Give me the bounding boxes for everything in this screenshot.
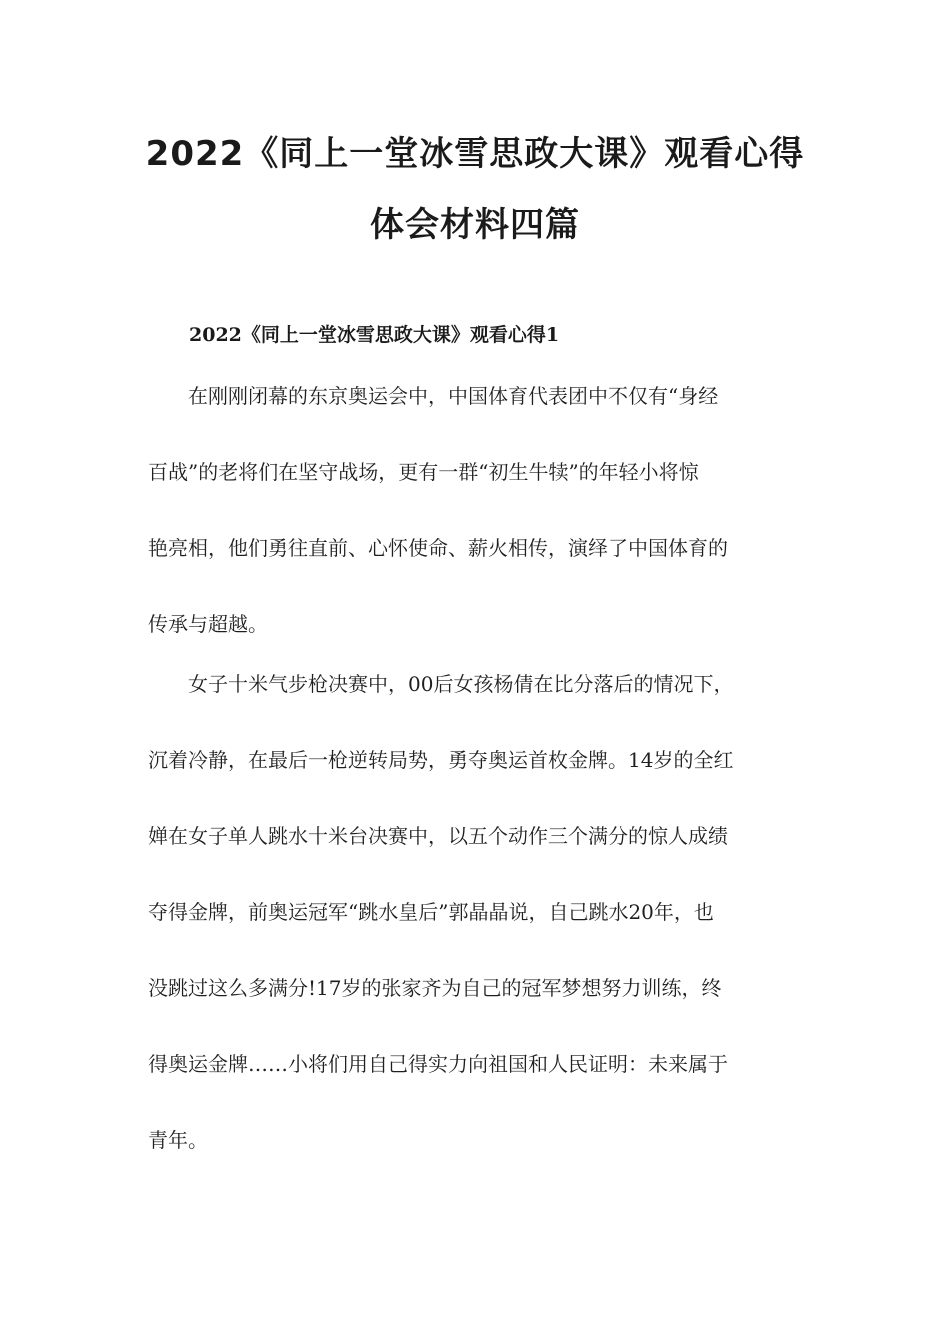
document-title-line2: 体会材料四篇 (370, 205, 580, 245)
body-paragraph-2: 女子十米气步枪决赛中，00后女孩杨倩在比分落后的情况下， 沉着冷静，在最后一枪逆转局势，勇夺奥运首枚金牌。14岁的全红 婵在女子单人跳水十米台决赛中，以五个动作三个满分的惊人成绩 夺得金牌，前奥运冠军“跳水皇后”郭晶晶说，自己跳水20年，也 没跳过这么多满分!17岁的张家齐为自己的冠军梦想努力训练，终 得奥运金牌……小将们用自己得实力向祖国和人民证明：未来属于 青年。 (148, 672, 734, 1152)
body-paragraph-1: 在刚刚闭幕的东京奥运会中，中国体育代表团中不仅有“身经 百战”的老将们在坚守战场，更有一群“初生牛犊”的年轻小将惊 艳亮相，他们勇往直前、心怀使命、薪火相传，演绎了中国体育的 传承与超越。 (148, 384, 728, 636)
section-heading: 2022《同上一堂冰雪思政大课》观看心得1 (189, 324, 560, 346)
document-title-line1: 2022《同上一堂冰雪思政大课》观看心得 (145, 134, 805, 174)
